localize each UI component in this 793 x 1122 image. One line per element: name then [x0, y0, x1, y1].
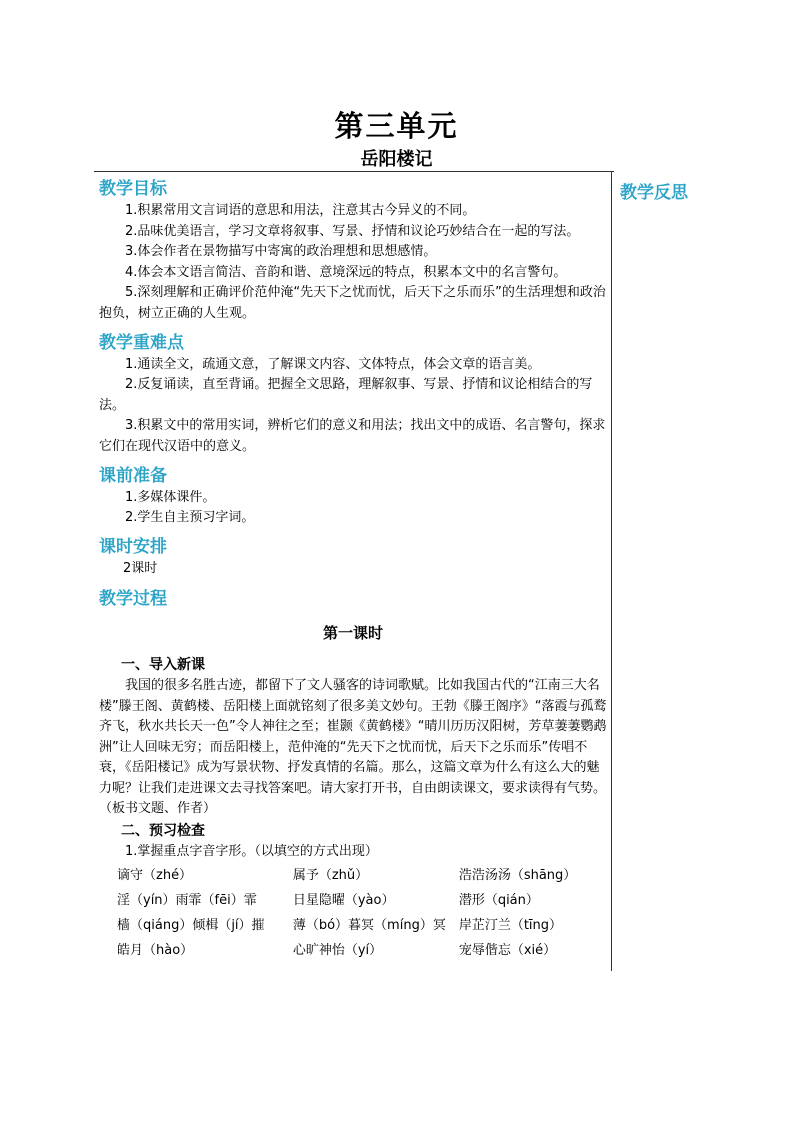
- preparation-item: 1.多媒体课件。: [125, 489, 216, 505]
- vocab-row: [117, 888, 607, 913]
- vocab-cell: 潜形（qián）: [458, 892, 539, 908]
- vocab-row: [117, 913, 607, 938]
- top-rule: [94, 171, 614, 172]
- vocab-cell: 属予（zhǔ）: [292, 867, 369, 883]
- vocab-cell: 宠辱偕忘（xié）: [458, 942, 557, 958]
- vocab-cell: 淫（yín）雨霏（fēi）霏: [117, 892, 257, 908]
- preparation-item: 2.学生自主预习字词。: [125, 510, 255, 526]
- goal-item: 3.体会作者在景物描写中寄寓的政治理想和思想感情。: [125, 244, 437, 260]
- column-divider: [611, 171, 612, 971]
- goal-item: 5.深刻理解和正确评价范仲淹“先天下之忧而忧，后天下之乐而乐”的生活理想和政治抱负，树立正确的人生观。: [99, 285, 606, 321]
- part-two-intro: 1.掌握重点字音字形。（以填空的方式出现）: [125, 844, 378, 860]
- lesson-one-title: 第一课时: [322, 624, 383, 643]
- vocab-row: [117, 938, 607, 963]
- preparation-heading: 课前准备: [99, 465, 167, 486]
- vocab-row: [117, 863, 607, 888]
- unit-title: 第三单元: [334, 109, 459, 143]
- vocab-cell: 心旷神怡（yí）: [292, 942, 383, 958]
- goal-item: 2.品味优美语言，学习文章将叙事、写景、抒情和议论巧妙结合在一起的写法。: [125, 223, 580, 239]
- part-one-text: 我国的很多名胜古迹，都留下了文人骚客的诗词歌赋。比如我国古代的“江南三大名楼”滕王阁、黄鹤楼、岳阳楼上面就铭刻了很多美文妙句。王勃《滕王阁序》“落霞与孤鹜齐飞，秋水共长天一色”令人神往之至；崔颢《黄鹤楼》“晴川历历汉阳树，芳草萋萋鹦鹉洲”让人回味无穷；而岳阳楼上，范仲淹的“先天下之忧而忧，后天下之乐而乐”传唱不衰，《岳阳楼记》成为写景状物、抒发真情的名篇。那么，这篇文章为什么有这么大的魅力呢？让我们走进课文去寻找答案吧。请大家打开书，自由朗读课文，要求读得有气势。（板书文题、作者）: [99, 677, 607, 817]
- key-point-item: 1.通读全文，疏通文意，了解课文内容、文体特点，体会文章的语言美。: [125, 356, 541, 372]
- vocab-grid: [99, 863, 607, 963]
- goal-item: 1.积累常用文言词语的意思和用法，注意其古今异义的不同。: [125, 203, 476, 218]
- vocab-cell: 岸芷汀兰（tīng）: [458, 917, 563, 933]
- goals-heading: 教学目标: [99, 179, 167, 199]
- vocab-cell: 薄（bó）暮冥（míng）冥: [292, 917, 446, 933]
- key-point-item: 3.积累文中的常用实词，辨析它们的意义和用法；找出文中的成语、名言警句，探求它们在现代汉语中的意义。: [99, 418, 606, 454]
- vocab-cell: 皓月（hào）: [117, 942, 194, 958]
- schedule-heading: 课时安排: [99, 536, 167, 557]
- vocab-cell: 谪守（zhé）: [117, 867, 193, 883]
- schedule-value: 2课时: [123, 560, 158, 576]
- main-column: [99, 177, 607, 963]
- vocab-cell: 樯（qiáng）倾楫（jí）摧: [117, 917, 265, 933]
- key-points-heading: 教学重难点: [99, 332, 184, 353]
- lesson-title: 岳阳楼记: [360, 149, 433, 170]
- vocab-cell: 浩浩汤汤（shāng）: [458, 867, 577, 883]
- key-point-item: 2.反复诵读，直至背诵。把握全文思路，理解叙事、写景、抒情和议论相结合的写法。: [99, 377, 593, 413]
- goal-item: 4.体会本文语言简洁、音韵和谐、意境深远的特点，积累本文中的名言警句。: [125, 264, 567, 280]
- part-two-heading: 二、预习检查: [121, 823, 205, 840]
- reflection-heading: 教学反思: [620, 183, 688, 203]
- vocab-cell: 日星隐曜（yào）: [292, 892, 395, 908]
- part-one-heading: 一、导入新课: [121, 656, 205, 673]
- process-heading: 教学过程: [99, 589, 167, 610]
